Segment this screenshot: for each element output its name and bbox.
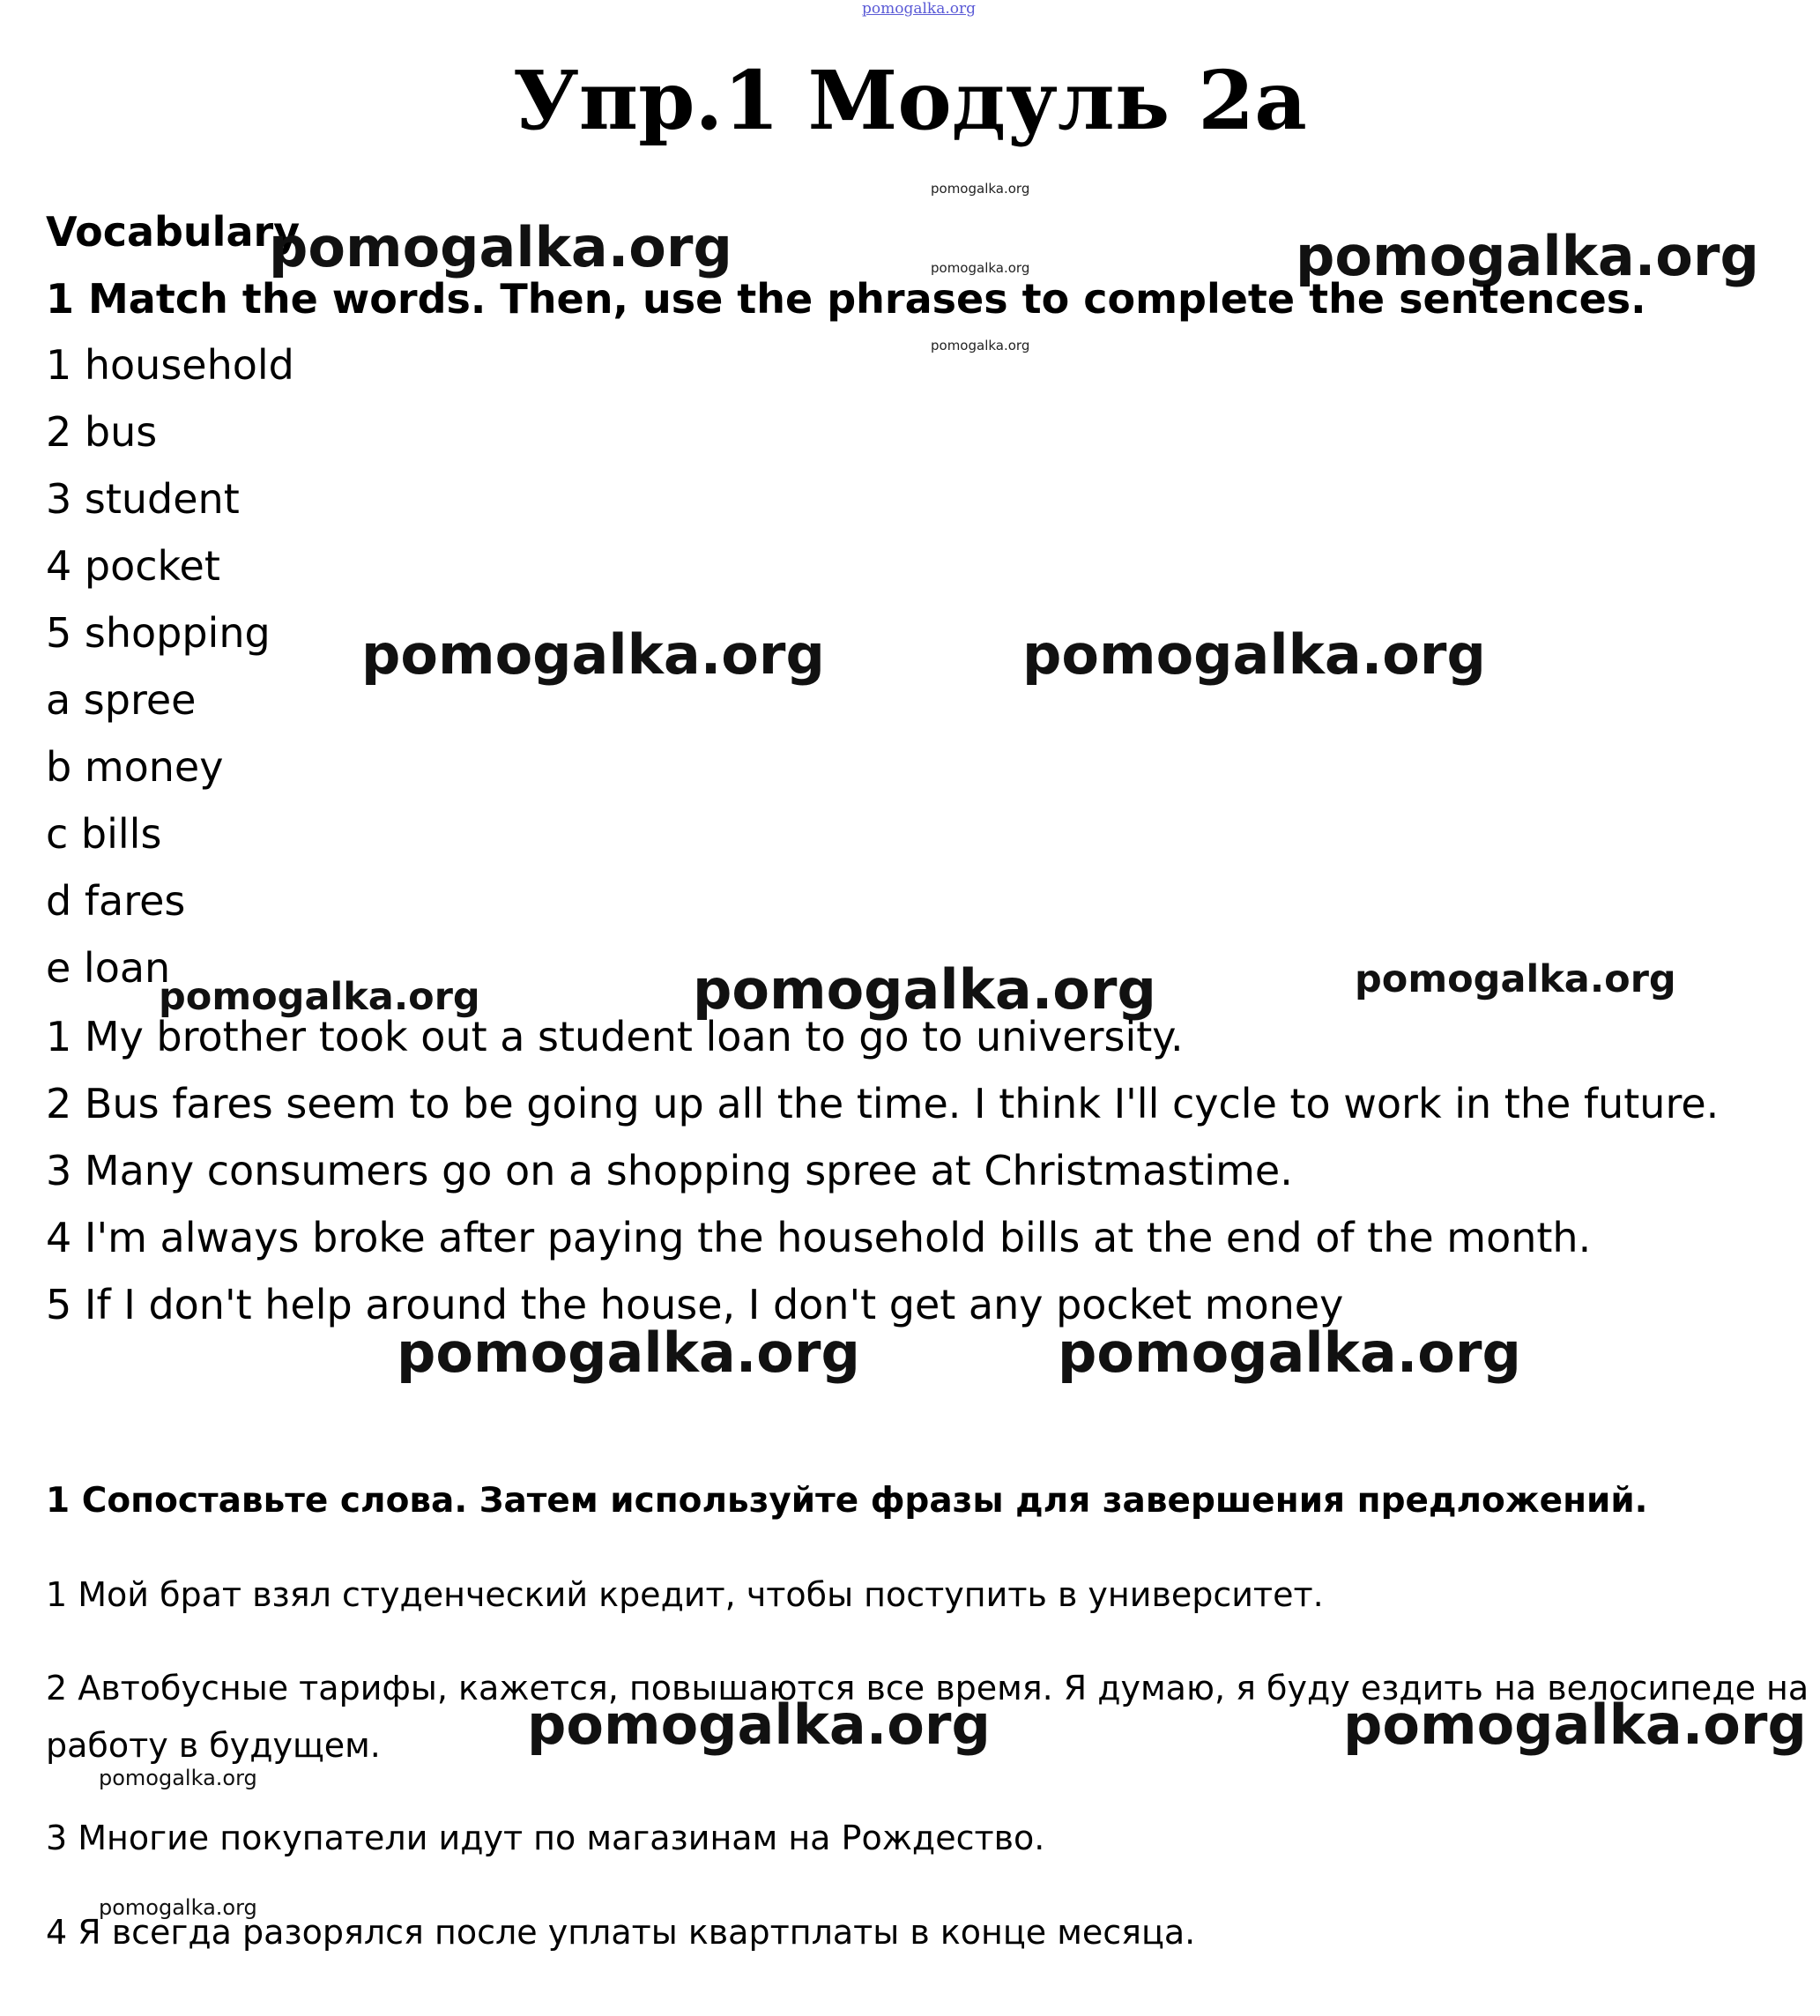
- task-heading-ru: 1 Сопоставьте слова. Затем используйте фразы для завершения предложений.: [46, 1481, 1648, 1521]
- word-item: c bills: [46, 810, 162, 858]
- watermark: pomogalka.org: [159, 975, 480, 1019]
- sentence-en: 5 If I don't help around the house, I don't get any pocket money: [46, 1281, 1344, 1328]
- sentence-ru: 1 Мой брат взял студенческий кредит, чтобы поступить в университет.: [46, 1575, 1324, 1614]
- watermark: pomogalka.org: [1058, 1320, 1521, 1385]
- watermark: pomogalka.org: [1296, 224, 1759, 288]
- sentence-en: 1 My brother took out a student loan to go to university.: [46, 1013, 1184, 1060]
- sentence-ru: работу в будущем.: [46, 1726, 381, 1765]
- sentence-en: 3 Many consumers go on a shopping spree at Christmastime.: [46, 1147, 1293, 1194]
- word-item: 4 pocket: [46, 542, 220, 590]
- watermark: pomogalka.org: [931, 260, 1030, 276]
- watermark: pomogalka.org: [1355, 957, 1676, 1001]
- sentence-ru: 4 Я всегда разорялся после уплаты квартплаты в конце месяца.: [46, 1913, 1196, 1952]
- word-item: d fares: [46, 877, 186, 925]
- watermark: pomogalka.org: [397, 1320, 860, 1385]
- word-item: 3 student: [46, 475, 240, 523]
- word-item: b money: [46, 743, 224, 791]
- watermark: pomogalka.org: [99, 1766, 257, 1790]
- sentence-ru: 2 Автобусные тарифы, кажется, повышаются все время. Я думаю, я буду ездить на велосипеде на: [46, 1669, 1809, 1707]
- word-item: 2 bus: [46, 408, 158, 456]
- watermark: pomogalka.org: [1343, 1692, 1807, 1757]
- section-label: Vocabulary: [46, 208, 301, 256]
- watermark: pomogalka.org: [1022, 622, 1486, 687]
- watermark: pomogalka.org: [527, 1692, 991, 1757]
- watermark: pomogalka.org: [99, 1895, 257, 1920]
- word-item: 5 shopping: [46, 609, 271, 657]
- word-item: a spree: [46, 676, 197, 724]
- watermark: pomogalka.org: [361, 622, 825, 687]
- sentence-en: 4 I'm always broke after paying the household bills at the end of the month.: [46, 1214, 1592, 1261]
- watermark: pomogalka.org: [931, 181, 1030, 197]
- task-heading: 1 Match the words. Then, use the phrases to complete the sentences.: [46, 275, 1646, 323]
- site-link[interactable]: pomogalka.org: [862, 0, 977, 18]
- watermark: pomogalka.org: [931, 338, 1030, 353]
- word-item: 1 household: [46, 341, 294, 389]
- watermark: pomogalka.org: [693, 957, 1156, 1022]
- page-title: Упр.1 Модуль 2a: [513, 53, 1307, 148]
- sentence-ru: 3 Многие покупатели идут по магазинам на Рождество.: [46, 1819, 1045, 1857]
- word-item: e loan: [46, 944, 171, 992]
- sentence-en: 2 Bus fares seem to be going up all the time. I think I'll cycle to work in the future.: [46, 1080, 1720, 1127]
- watermark: pomogalka.org: [269, 215, 732, 279]
